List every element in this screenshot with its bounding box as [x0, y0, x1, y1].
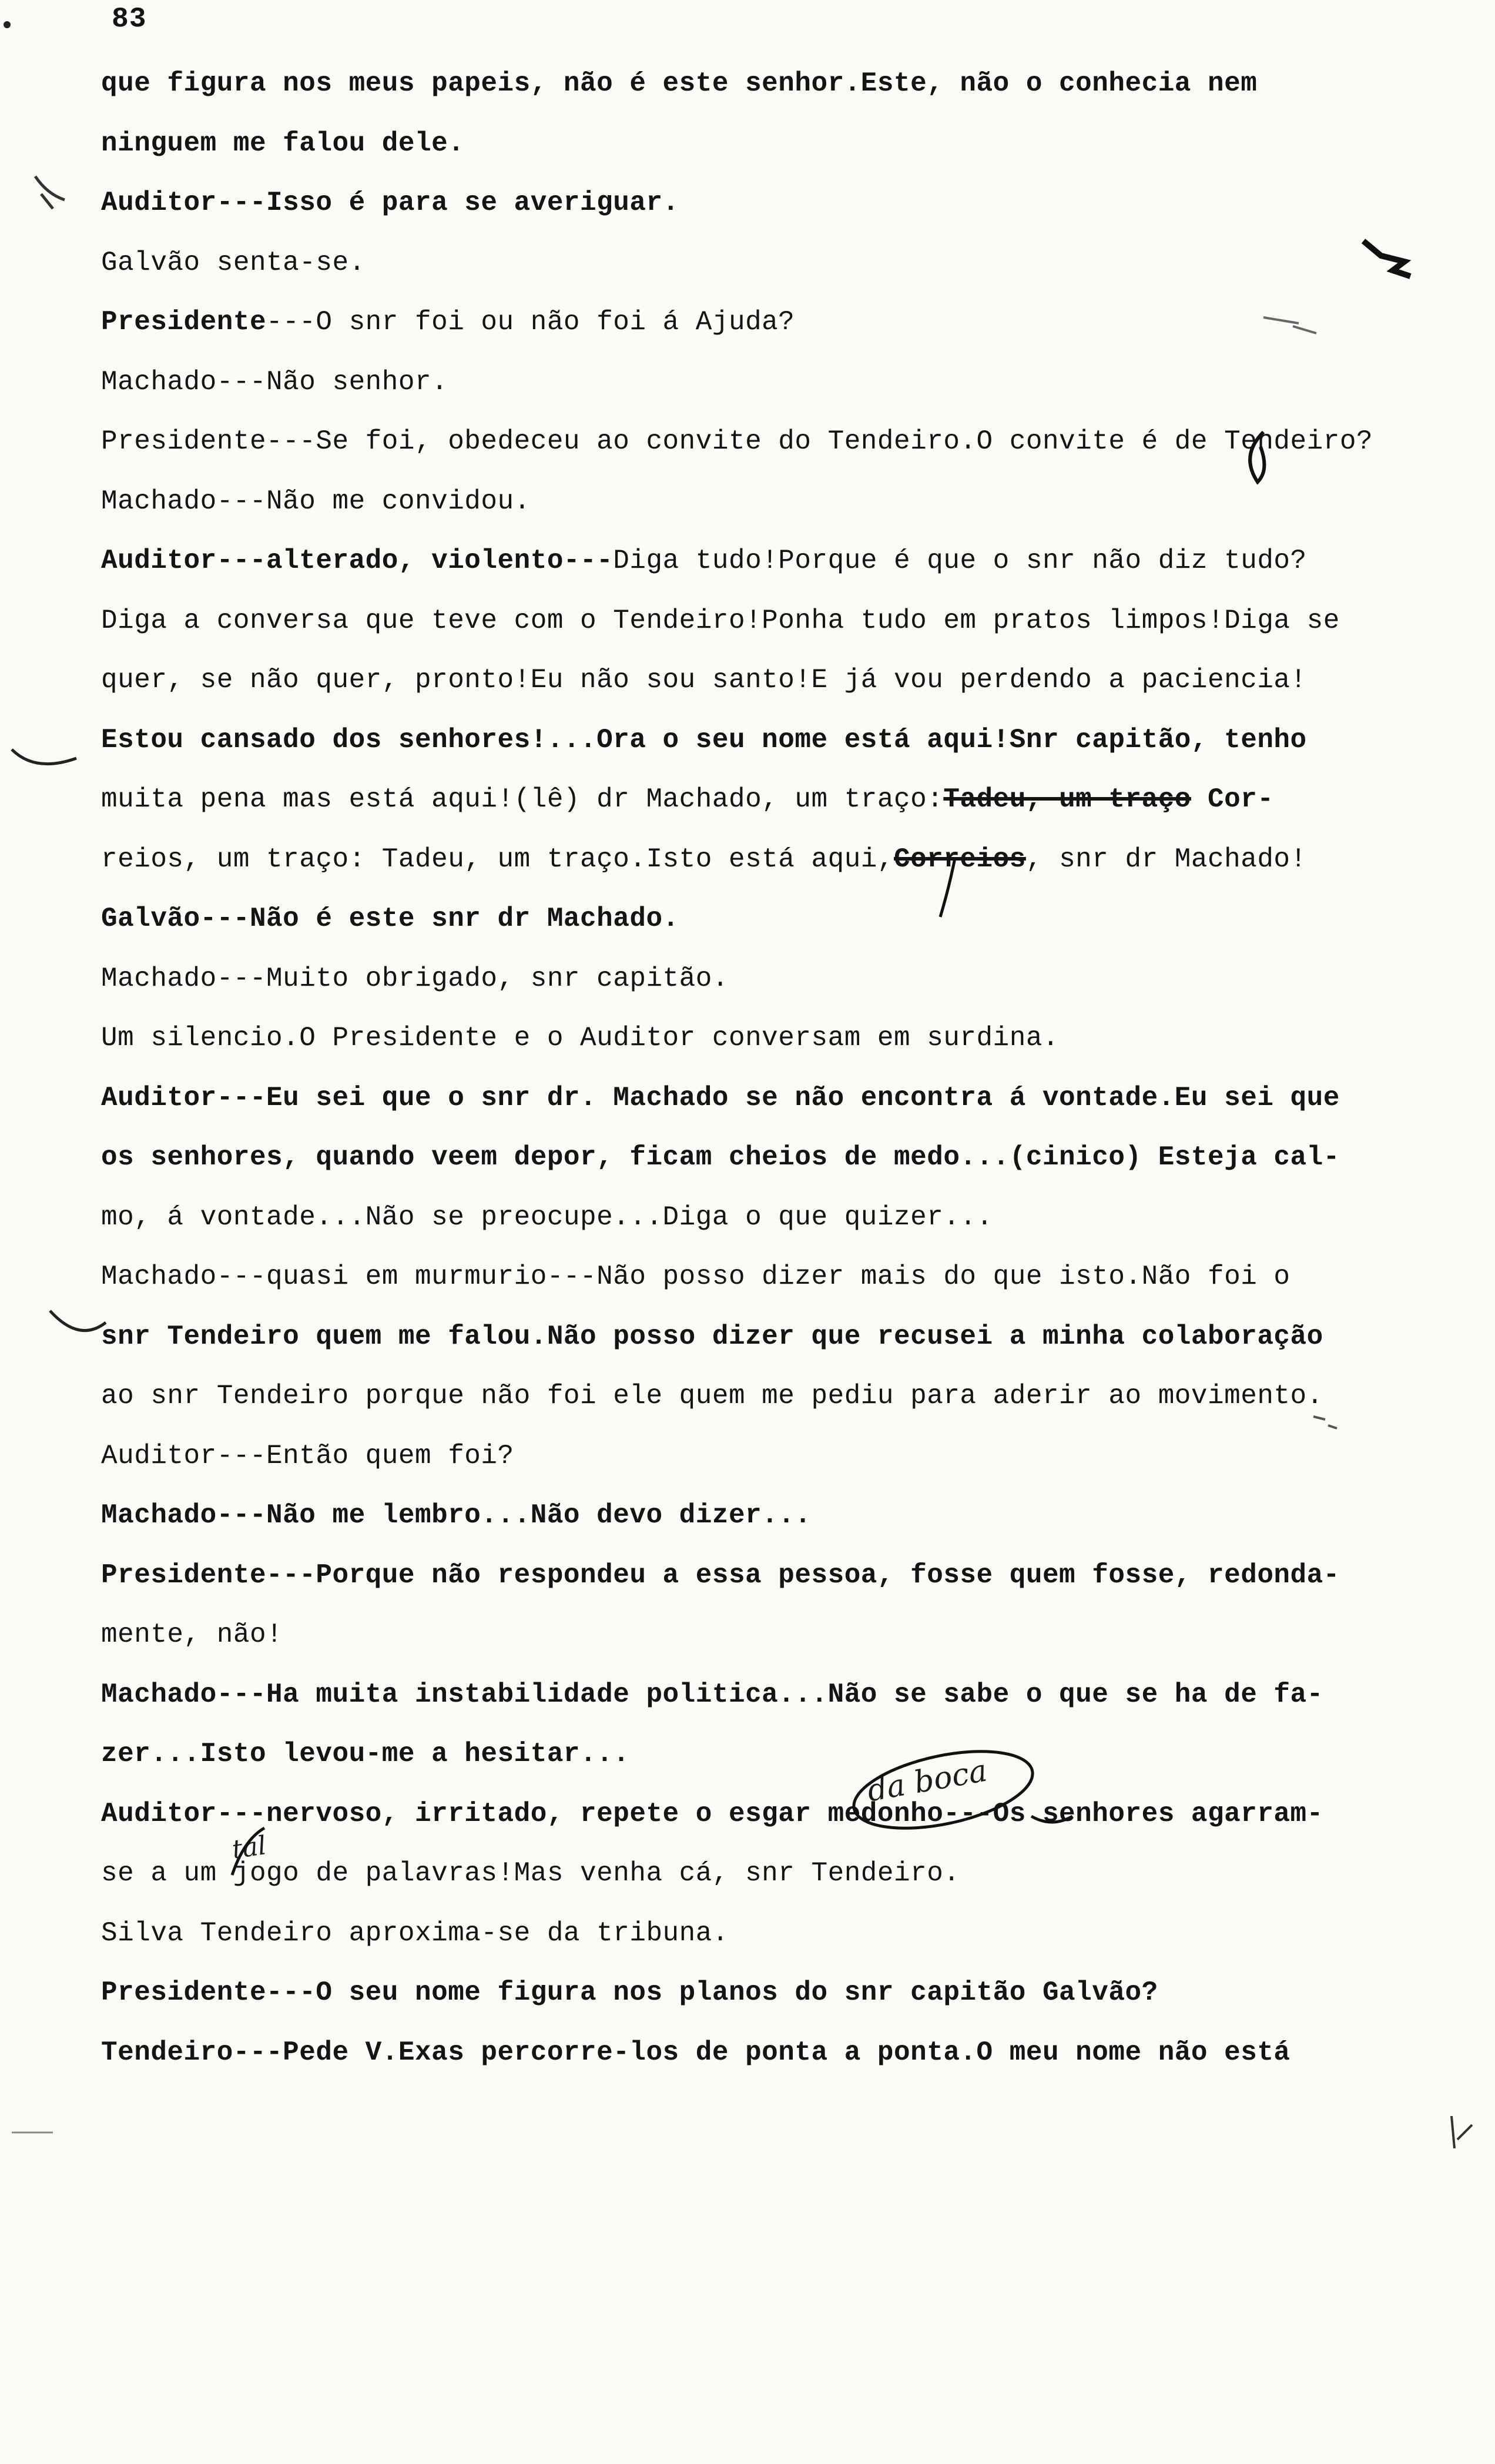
handwritten-caret-1	[1031, 1816, 1072, 1822]
handwritten-caret-2	[232, 1828, 264, 1875]
text-segment: Machado---Não senhor.	[101, 366, 448, 397]
text-segment: snr Tendeiro quem me falou.Não posso dizer que recusei a minha colaboração	[101, 1321, 1323, 1352]
text-segment: reios, um traço: Tadeu, um traço.Isto está aqui,	[101, 843, 894, 875]
text-segment: Auditor---Eu sei que o snr dr. Machado se não encontra á vontade.Eu sei que	[101, 1082, 1340, 1113]
ink-blot	[1363, 241, 1410, 276]
text-segment: os senhores, quando veem depor, ficam cheios de medo...(cinico) Esteja cal-	[101, 1142, 1340, 1173]
text-segment: que figura nos meus papeis, não é este senhor.Este, não o conhecia nem	[101, 68, 1258, 99]
text-segment: Galvão senta-se.	[101, 247, 366, 278]
text-segment: Presidente---Porque não respondeu a essa pessoa, fosse quem fosse, redonda-	[101, 1559, 1340, 1591]
text-segment: Silva Tendeiro aproxima-se da tribuna.	[101, 1917, 729, 1949]
text-segment: ---O snr foi ou não foi á Ajuda?	[266, 307, 795, 337]
text-segment: Machado---quasi em murmurio---Não posso dizer mais do que isto.Não foi o	[101, 1261, 1290, 1292]
text-segment: Um silencio.O Presidente e o Auditor conversam em surdina.	[101, 1023, 1060, 1053]
text-segment: mente, não!	[101, 1619, 283, 1650]
margin-scribble-top	[35, 176, 65, 209]
struck-text: Correios	[894, 843, 1026, 875]
speck-marks	[1313, 1417, 1337, 1428]
text-segment: Auditor---Isso é para se averiguar.	[101, 188, 679, 218]
text-segment: Auditor---nervoso, irritado, repete o esgar medonho---Os senhores agarram-	[101, 1798, 1323, 1829]
corner-mark	[1452, 2116, 1472, 2148]
text-segment: Presidente---Se foi, obedeceu ao convite do Tendeiro.O convite é de Tendeiro?	[101, 426, 1373, 457]
handwritten-circle	[847, 1737, 1039, 1842]
text-segment: Machado---Não me lembro...Não devo dizer...	[101, 1500, 812, 1531]
text-segment: Presidente	[101, 307, 267, 337]
page-number: 83	[112, 4, 147, 35]
handwritten-insert-tal: tal	[230, 1830, 269, 1865]
struck-text: Tadeu, um traço	[943, 784, 1191, 815]
text-segment: se a um jogo de palavras!Mas venha cá, snr Tendeiro.	[101, 1858, 960, 1889]
text-segment: muita pena mas está aqui!(lê) dr Machado, um traço:	[101, 784, 944, 815]
text-segment: Auditor---alterado, violento---	[101, 545, 614, 576]
text-segment: Machado---Ha muita instabilidade politica...Não se sabe o que se ha de fa-	[101, 1679, 1323, 1710]
text-segment: Tendeiro---Pede V.Exas percorre-los de ponta a ponta.O meu nome não está	[101, 2037, 1290, 2068]
ink-smudge	[1263, 317, 1316, 333]
text-segment: ninguem me falou dele.	[101, 128, 465, 159]
handwritten-insert-da-boca: da boca	[864, 1753, 990, 1809]
handwritten-mark-e	[1250, 432, 1264, 482]
text-segment: Auditor---Então quem foi?	[101, 1440, 514, 1471]
text-segment: Machado---Não me convidou.	[101, 486, 531, 517]
text-segment: Diga a conversa que teve com o Tendeiro!Ponha tudo em pratos limpos!Diga se	[101, 605, 1340, 636]
text-segment: quer, se não quer, pronto!Eu não sou santo!E já vou perdendo a paciencia!	[101, 665, 1307, 695]
margin-bracket-2	[50, 1311, 106, 1331]
text-segment: , snr dr Machado!	[1025, 843, 1307, 875]
text-segment: ao snr Tendeiro porque não foi ele quem me pediu para aderir ao movimento.	[101, 1381, 1323, 1411]
text-segment: Cor-	[1191, 784, 1274, 815]
text-segment: Estou cansado dos senhores!...Ora o seu nome está aqui!Snr capitão, tenho	[101, 724, 1307, 755]
text-segment: Machado---Muito obrigado, snr capitão.	[101, 963, 729, 994]
text-segment: Presidente---O seu nome figura nos planos do snr capitão Galvão?	[101, 1977, 1158, 2008]
text-segment: mo, á vontade...Não se preocupe...Diga o que quizer...	[101, 1201, 993, 1233]
text-segment: Diga tudo!Porque é que o snr não diz tudo?	[613, 545, 1307, 576]
text-segment: Galvão---Não é este snr dr Machado.	[101, 903, 679, 934]
margin-bracket-1	[12, 749, 76, 764]
handwritten-stroke-correios	[940, 858, 955, 917]
text-segment: zer...Isto levou-me a hesitar...	[101, 1739, 630, 1769]
punch-dot	[4, 21, 11, 28]
